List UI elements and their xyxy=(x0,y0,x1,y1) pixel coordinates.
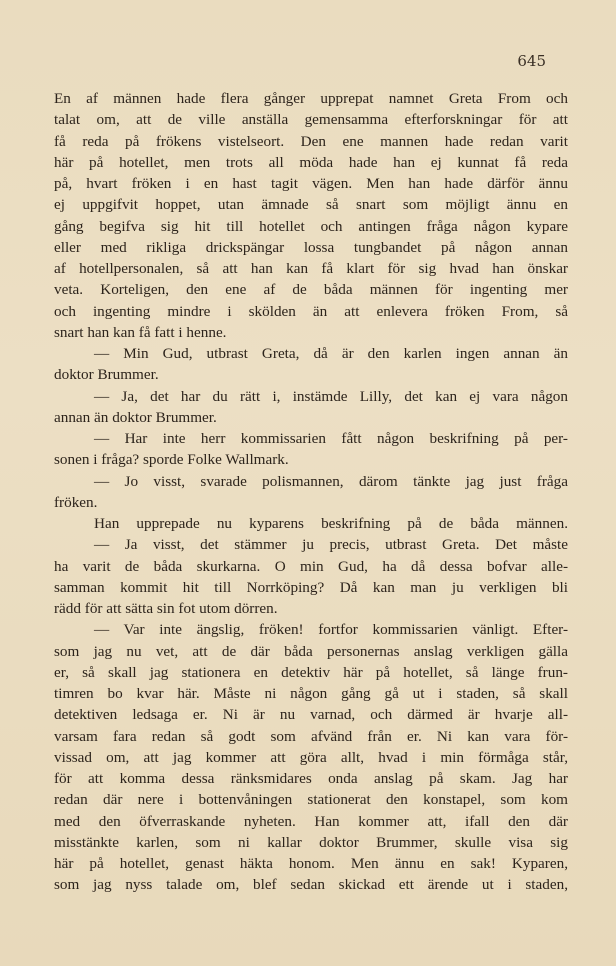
text-line: — Min Gud, utbrast Greta, då är den karlen ingen annan än xyxy=(94,345,568,362)
text-line: detektiven ledsaga er. Ni är nu varnad, och därmed är hvarje all- xyxy=(54,706,568,724)
text-line: — Var inte ängslig, fröken! fortfor kommissarien vänligt. Efter- xyxy=(94,621,568,639)
page-number: 645 xyxy=(517,52,546,70)
text-line: misstänkte karlen, som ni kallar doktor Brummer, skulle visa sig xyxy=(54,833,568,851)
text-line: — Jo visst, svarade polismannen, därom tänkte jag just fråga xyxy=(94,472,568,490)
text-line: varsam fara redan så godt som afvänd från er. Ni kan vara för- xyxy=(54,727,568,745)
text-line: doktor Brummer. xyxy=(54,366,159,384)
text-line: på, hvart fröken i en hast tagit vägen. Men han hade därför ännu xyxy=(54,175,568,192)
text-line: redan där nere i bottenvåningen stationerat den konstapel, som kom xyxy=(54,791,568,809)
text-line: som jag nu vet, att de där båda personernas anslag verkligen gälla xyxy=(54,642,568,660)
text-line: här på hotellet, genast häkta honom. Men ännu en sak! Kyparen, xyxy=(54,855,568,872)
text-line: Han upprepade nu kyparens beskrifning på de båda männen. xyxy=(94,515,568,532)
text-line: eller med rikliga drickspängar lossa tungbandet på någon annan xyxy=(54,238,568,256)
text-line: som jag nyss talade om, blef sedan skickad ett ärende ut i staden, xyxy=(54,876,568,894)
text-line: — Ja visst, det stämmer ju precis, utbrast Greta. Det måste xyxy=(94,536,568,554)
body-text xyxy=(54,88,568,896)
text-line: ha varit de båda skurkarna. O min Gud, ha då dessa bofvar alle- xyxy=(54,557,568,575)
text-line: sonen i fråga? sporde Folke Wallmark. xyxy=(54,451,289,469)
text-line: veta. Korteligen, den ene af de båda männen för ingenting mer xyxy=(54,281,568,299)
text-line: få reda på frökens vistelseort. Den ene mannen hade redan varit xyxy=(54,132,568,150)
text-line: rädd för att sätta sin fot utom dörren. xyxy=(54,600,278,617)
text-line: er, så skall jag stationera en detektiv här på hotellet, så länge frun- xyxy=(54,663,568,681)
text-line: fröken. xyxy=(54,493,98,511)
text-line: af hotellpersonalen, så att han kan få klart för sig hvad han önskar xyxy=(54,260,568,277)
text-line: snart han kan få fatt i henne. xyxy=(54,323,227,341)
text-line: — Har inte herr kommissarien fått någon beskrifning på per- xyxy=(94,430,568,447)
text-line: med den öfverraskande nyheten. Han kommer att, ifall den där xyxy=(54,812,568,830)
text-line: En af männen hade flera gånger upprepat namnet Greta From och xyxy=(54,90,568,107)
text-line: — Ja, det har du rätt i, instämde Lilly, det kan ej vara någon xyxy=(94,387,568,405)
text-line: annan än doktor Brummer. xyxy=(54,408,217,426)
text-line: här på hotellet, men trots all möda hade han ej kunnat få reda xyxy=(54,153,568,171)
text-line: och ingenting mindre i skölden än att enlevera fröken From, så xyxy=(54,302,568,320)
text-line: för att komma dessa ränksmidares onda anslag på skam. Jag har xyxy=(54,770,568,787)
text-line: timren bo kvar här. Måste ni någon gång gå ut i staden, så skall xyxy=(54,685,568,702)
text-line: vissad om, att jag kommer att göra allt, hvad i min förmåga står, xyxy=(54,748,568,766)
text-line: samman kommit hit till Norrköping? Då kan man ju verkligen bli xyxy=(54,578,568,596)
text-line: talat om, att de ville anställa gemensamma efterforskningar för att xyxy=(54,111,568,129)
text-line: gång begifva sig hit till hotellet och antingen fråga någon kypare xyxy=(54,217,568,235)
text-line: ej uppgifvit hoppet, utan ämnade så snart som möjligt ännu en xyxy=(54,196,568,214)
